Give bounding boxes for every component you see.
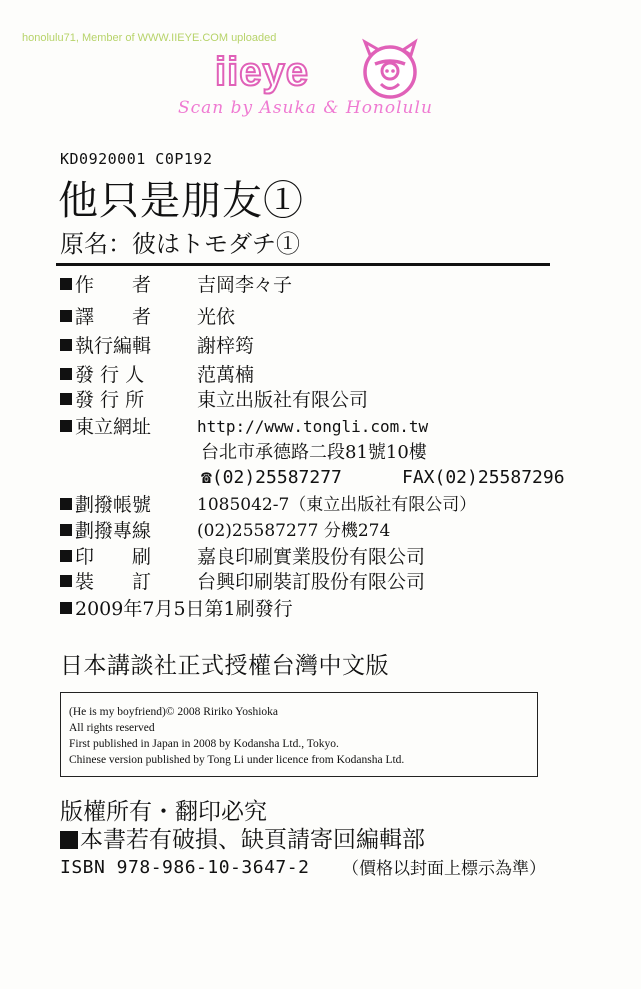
bullet-square-icon — [60, 575, 72, 587]
authorization-statement: 日本講談社正式授權台灣中文版 — [60, 653, 389, 679]
credit-row — [60, 518, 390, 544]
original-title: 原名：彼はトモダチ① — [60, 230, 300, 258]
address: 台北市承德路二段81號10樓 — [201, 442, 427, 463]
credit-value: 嘉良印刷實業股份有限公司 — [197, 546, 426, 568]
uploader-note: honolulu71, Member of WWW.IIEYE.COM uploaded — [22, 32, 277, 44]
credit-row — [60, 492, 476, 518]
product-code: KD0920001 C0P192 — [60, 150, 213, 168]
credit-value: (02)25587277 分機274 — [197, 521, 391, 541]
credit-row — [60, 362, 254, 388]
fax-number: FAX(02)25587296 — [402, 467, 565, 488]
credit-value: 謝梓筠 — [197, 335, 255, 357]
scan-credit: Scan by Asuka & Honolulu — [178, 98, 433, 118]
credit-row — [60, 414, 428, 440]
credit-value: 台興印刷裝訂股份有限公司 — [197, 571, 426, 593]
copyright-line: (He is my boyfriend)© 2008 Ririko Yoshioka — [69, 706, 279, 718]
credit-row — [60, 333, 254, 359]
credit-value: 范萬楠 — [197, 364, 255, 386]
credit-value: 吉岡李々子 — [197, 274, 293, 296]
credit-value: 1085042-7（東立出版社有限公司） — [197, 495, 477, 515]
bullet-square-icon — [60, 602, 72, 614]
copyright-line: Chinese version published by Tong Li under licence from Kodansha Ltd. — [69, 754, 405, 766]
credit-label: 發 行 人 — [75, 364, 145, 386]
credit-row — [60, 387, 368, 413]
credit-row — [60, 569, 425, 595]
copyright-line: All rights reserved — [69, 722, 155, 734]
credit-label: 劃撥專線 — [75, 520, 152, 542]
publication-date-row — [60, 596, 293, 622]
credit-row — [60, 544, 425, 570]
bullet-square-icon — [60, 524, 72, 536]
credit-label: 裝 訂 — [75, 571, 152, 593]
bullet-square-icon — [60, 310, 72, 322]
damage-notice-row — [60, 826, 425, 854]
phone-number: ☎(02)25587277 — [201, 467, 342, 488]
credit-row — [60, 304, 235, 330]
credit-label: 東立網址 — [75, 416, 152, 438]
credit-label: 印 刷 — [75, 546, 152, 568]
bullet-square-icon — [60, 393, 72, 405]
bullet-square-icon — [60, 420, 72, 432]
bullet-square-icon — [60, 278, 72, 290]
damage-notice: 本書若有破損、缺頁請寄回編輯部 — [80, 827, 425, 853]
book-title: 他只是朋友① — [58, 178, 304, 224]
publication-date: 2009年7月5日第1刷發行 — [75, 598, 293, 620]
bullet-square-icon — [60, 368, 72, 380]
price-note: （價格以封面上標示為準） — [342, 859, 546, 879]
bullet-square-icon — [60, 339, 72, 351]
credit-label: 執行編輯 — [75, 335, 152, 357]
bullet-square-icon — [60, 831, 78, 849]
rights-notice: 版權所有・翻印必究 — [60, 799, 267, 825]
credit-label: 作 者 — [75, 274, 152, 296]
credit-value: 東立出版社有限公司 — [197, 389, 369, 411]
isbn: ISBN 978-986-10-3647-2 — [60, 857, 310, 878]
copyright-line: First published in Japan in 2008 by Kodansha Ltd., Tokyo. — [69, 738, 339, 750]
header-divider — [56, 263, 550, 266]
website-url: http://www.tongli.com.tw — [197, 417, 429, 436]
credit-value: 光依 — [197, 306, 236, 328]
bullet-square-icon — [60, 550, 72, 562]
credit-label: 劃撥帳號 — [75, 494, 152, 516]
logo-text: iieye — [215, 50, 309, 94]
copyright-box — [60, 692, 538, 777]
credit-label: 發 行 所 — [75, 389, 145, 411]
credit-label: 譯 者 — [75, 306, 152, 328]
credit-row — [60, 272, 292, 298]
bullet-square-icon — [60, 498, 72, 510]
